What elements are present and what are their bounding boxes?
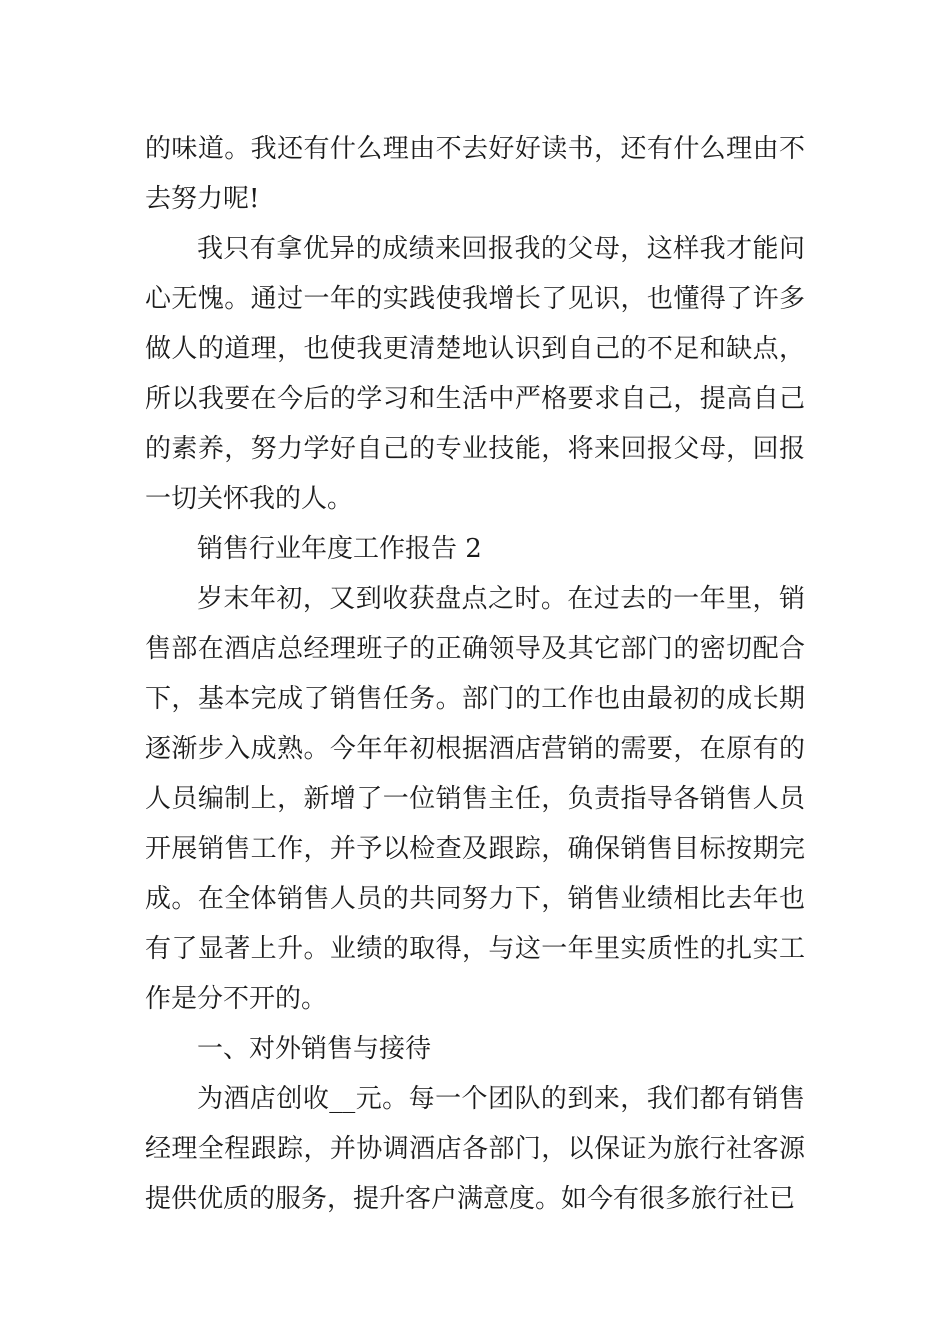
- paragraph-gratitude: 我只有拿优异的成绩来回报我的父母，这样我才能问心无愧。通过一年的实践使我增长了见识，也懂得了许多做人的道理，也使我更清楚地认识到自己的不足和缺点，所以我要在今后的学习和生活中严格要求自己，提高自己的素养，努力学好自己的专业技能，将来回报父母，回报一切关怀我的人。: [145, 234, 805, 514]
- section-title-report-2: 销售行业年度工作报告 2: [197, 534, 482, 564]
- paragraph-year-summary: 岁末年初，又到收获盘点之时。在过去的一年里，销售部在酒店总经理班子的正确领导及其它部门的密切配合下，基本完成了销售任务。部门的工作也由最初的成长期逐渐步入成熟。今年年初根据酒店营销的需要，在原有的人员编制上，新增了一位销售主任，负责指导各销售人员开展销售工作，并予以检查及跟踪，确保销售目标按期完成。在全体销售人员的共同努力下，销售业绩相比去年也有了显著上升。业绩的取得，与这一年里实质性的扎实工作是分不开的。: [145, 584, 805, 1014]
- section-heading-external-sales: 一、对外销售与接待: [197, 1034, 432, 1064]
- paragraph-continuation: 的味道。我还有什么理由不去好好读书，还有什么理由不去努力呢!: [145, 134, 805, 214]
- document-body: [145, 124, 805, 1224]
- paragraph-revenue: 为酒店创收__元。每一个团队的到来，我们都有销售经理全程跟踪，并协调酒店各部门，以保证为旅行社客源提供优质的服务，提升客户满意度。如今有很多旅行社已: [145, 1084, 805, 1214]
